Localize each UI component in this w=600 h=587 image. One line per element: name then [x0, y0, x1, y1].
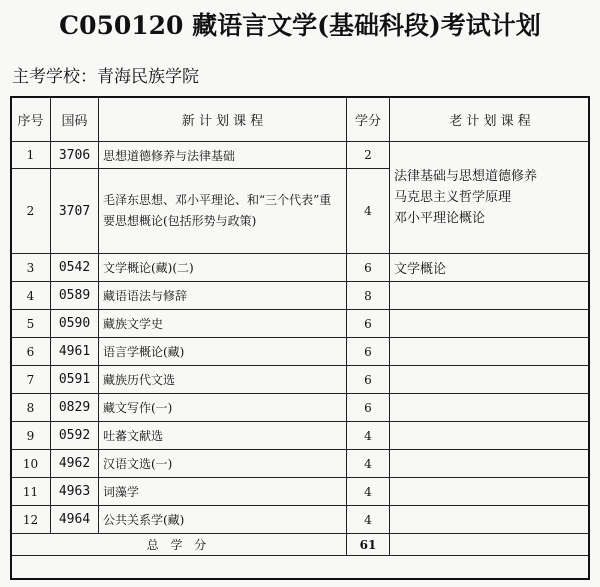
row-course: 藏文写作(一) — [99, 394, 347, 422]
table-row — [11, 394, 591, 422]
school-label: 主考学校：青海民族学院 — [12, 67, 199, 87]
row-course: 词藻学 — [99, 478, 347, 506]
table-row — [11, 506, 591, 534]
table-row — [11, 310, 591, 338]
row-course: 吐蕃文献选 — [99, 422, 347, 450]
old-course-empty — [390, 338, 591, 366]
table-row — [11, 282, 591, 310]
row-seq: 10 — [11, 450, 51, 478]
table-row — [11, 450, 591, 478]
row-credit: 6 — [347, 338, 390, 366]
row-seq: 5 — [11, 310, 51, 338]
row-credit: 4 — [347, 422, 390, 450]
old-course-empty — [390, 450, 591, 478]
row-course: 藏族历代文选 — [99, 366, 347, 394]
old-course-empty — [390, 366, 591, 394]
old-course-empty — [390, 478, 591, 506]
row-code: 0589 — [51, 282, 99, 310]
old-course-group — [390, 142, 591, 254]
row-code: 0590 — [51, 310, 99, 338]
table-row — [11, 422, 591, 450]
old-course-empty — [390, 394, 591, 422]
old-course-item: 法律基础与思想道德修养 — [394, 169, 538, 184]
row-seq: 4 — [11, 282, 51, 310]
old-course-empty — [390, 506, 591, 534]
table-row — [11, 142, 591, 169]
row-code: 3707 — [51, 169, 99, 254]
row-credit: 2 — [347, 142, 390, 169]
total-label: 总 学 分 — [11, 534, 347, 556]
row-seq: 9 — [11, 422, 51, 450]
row-code: 3706 — [51, 142, 99, 169]
row-seq: 1 — [11, 142, 51, 169]
table-row — [11, 478, 591, 506]
row-code: 0592 — [51, 422, 99, 450]
row-code: 4963 — [51, 478, 99, 506]
header-new-course: 新 计 划 课 程 — [99, 97, 347, 142]
exam-plan-table — [10, 96, 590, 556]
old-course-empty — [390, 310, 591, 338]
table-row — [11, 366, 591, 394]
row-credit: 4 — [347, 169, 390, 254]
row-seq: 6 — [11, 338, 51, 366]
page-title: C050120 藏语言文学(基础科段)考试计划 — [59, 11, 541, 40]
row-course: 文学概论(藏)(二) — [99, 254, 347, 282]
old-course-item: 马克思主义哲学原理 — [394, 190, 512, 205]
old-course-item: 文学概论 — [390, 254, 591, 282]
header-credit: 学分 — [347, 97, 390, 142]
row-code: 4961 — [51, 338, 99, 366]
old-course-item: 邓小平理论概论 — [394, 211, 486, 226]
row-seq: 7 — [11, 366, 51, 394]
row-course: 汉语文选(一) — [99, 450, 347, 478]
exam-plan-table-frame — [10, 96, 590, 580]
header-code: 国码 — [51, 97, 99, 142]
row-course: 思想道德修养与法律基础 — [99, 142, 347, 169]
row-code: 0829 — [51, 394, 99, 422]
row-credit: 4 — [347, 450, 390, 478]
row-code: 4962 — [51, 450, 99, 478]
row-course: 藏族文学史 — [99, 310, 347, 338]
row-credit: 8 — [347, 282, 390, 310]
row-code: 0591 — [51, 366, 99, 394]
header-row — [11, 97, 591, 142]
row-seq: 8 — [11, 394, 51, 422]
row-course: 藏语语法与修辞 — [99, 282, 347, 310]
old-course-empty — [390, 282, 591, 310]
row-code: 4964 — [51, 506, 99, 534]
row-seq: 2 — [11, 169, 51, 254]
row-course: 公共关系学(藏) — [99, 506, 347, 534]
row-credit: 4 — [347, 478, 390, 506]
row-code: 0542 — [51, 254, 99, 282]
row-credit: 4 — [347, 506, 390, 534]
row-credit: 6 — [347, 254, 390, 282]
row-seq: 12 — [11, 506, 51, 534]
table-row — [11, 254, 591, 282]
header-seq: 序号 — [11, 97, 51, 142]
header-old-course: 老 计 划 课 程 — [390, 97, 591, 142]
old-course-empty — [390, 534, 591, 556]
total-credits: 61 — [347, 534, 390, 556]
old-course-empty — [390, 422, 591, 450]
row-seq: 11 — [11, 478, 51, 506]
row-course: 语言学概论(藏) — [99, 338, 347, 366]
table-row — [11, 338, 591, 366]
row-credit: 6 — [347, 366, 390, 394]
row-course: 毛泽东思想、邓小平理论、和“三个代表”重要思想概论(包括形势与政策) — [99, 169, 347, 254]
total-row — [11, 534, 591, 556]
row-seq: 3 — [11, 254, 51, 282]
row-credit: 6 — [347, 310, 390, 338]
row-credit: 6 — [347, 394, 390, 422]
